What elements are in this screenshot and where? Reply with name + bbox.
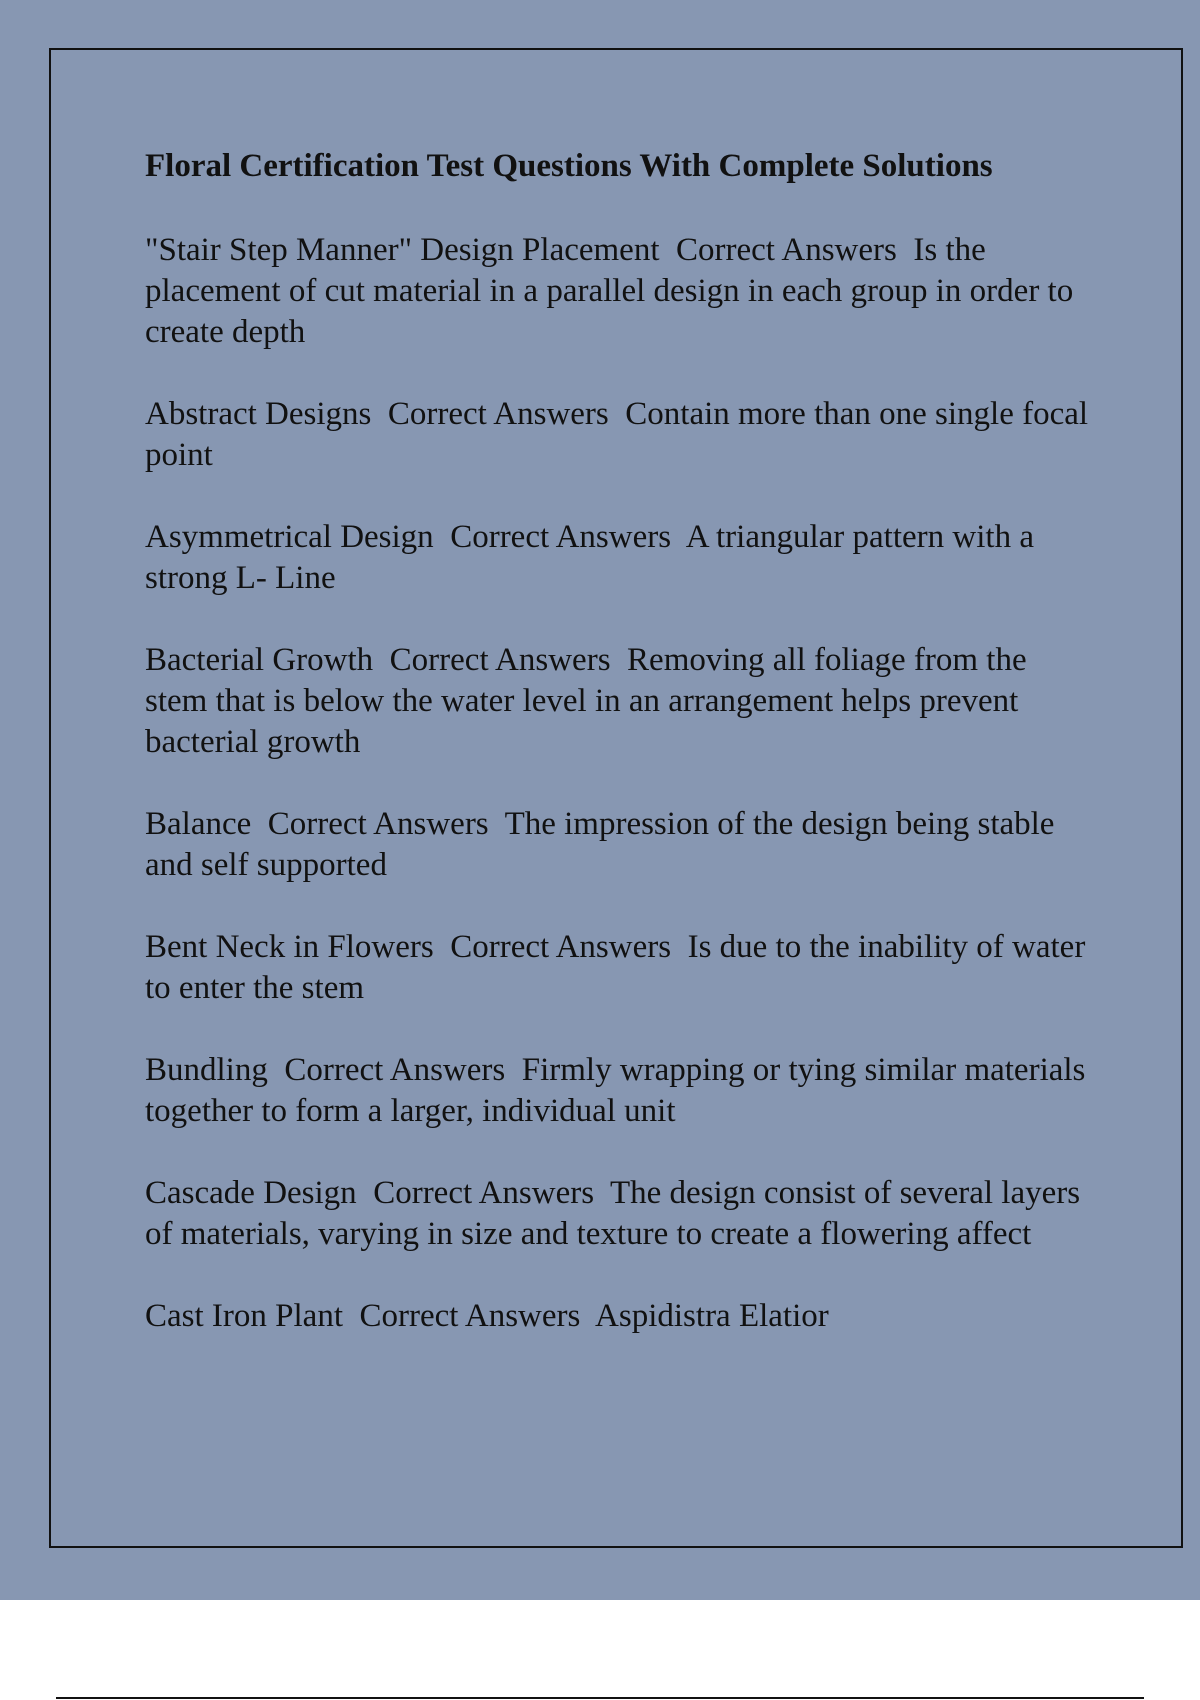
qa-answer-label: Correct Answers [373, 1175, 595, 1211]
qa-term: Bacterial Growth [145, 642, 374, 678]
qa-answer: Is due to the inability of water to enter the stem [145, 929, 1086, 1006]
qa-answer-label: Correct Answers [387, 396, 609, 432]
qa-answer-label: Correct Answers [359, 1298, 581, 1334]
qa-answer-label: Correct Answers [389, 642, 611, 678]
qa-answer: A triangular pattern with a strong L- Line [145, 519, 1034, 596]
qa-item [145, 640, 1090, 763]
qa-term: Cascade Design [145, 1175, 357, 1211]
qa-answer: Aspidistra Elatior [595, 1298, 829, 1334]
qa-term: Asymmetrical Design [145, 519, 434, 555]
qa-answer-label: Correct Answers [450, 519, 672, 555]
footer-rule [56, 1697, 1144, 1699]
qa-term: Balance [145, 806, 252, 842]
qa-item [145, 394, 1090, 476]
qa-term: Bent Neck in Flowers [145, 929, 434, 965]
qa-answer-label: Correct Answers [676, 232, 897, 268]
qa-item [145, 1050, 1090, 1132]
qa-item [145, 804, 1090, 886]
qa-answer: Removing all foliage from the stem that is below the water level in an arrangement helps prevent bacterial growth [145, 642, 1027, 760]
qa-item [145, 230, 1090, 353]
qa-answer: Contain more than one single focal point [145, 396, 1089, 473]
document-title: Floral Certification Test Questions With Complete Solutions [145, 148, 993, 184]
qa-term: "Stair Step Manner" Design Placement [145, 232, 660, 268]
qa-item [145, 517, 1090, 599]
qa-item [145, 1296, 1090, 1337]
qa-item [145, 927, 1090, 1009]
qa-answer: The impression of the design being stable and self supported [145, 806, 1055, 883]
qa-answer: Is the placement of cut material in a parallel design in each group in order to create depth [145, 232, 1074, 350]
qa-answer: The design consist of several layers of materials, varying in size and texture to create a flowering affect [145, 1175, 1081, 1252]
qa-answer: Firmly wrapping or tying similar materials together to form a larger, individual unit [145, 1052, 1086, 1129]
qa-list [145, 230, 1090, 1378]
qa-term: Cast Iron Plant [145, 1298, 343, 1334]
qa-term: Abstract Designs [145, 396, 372, 432]
qa-answer-label: Correct Answers [267, 806, 489, 842]
qa-answer-label: Correct Answers [284, 1052, 506, 1088]
qa-item [145, 1173, 1090, 1255]
qa-answer-label: Correct Answers [450, 929, 672, 965]
qa-term: Bundling [145, 1052, 268, 1088]
